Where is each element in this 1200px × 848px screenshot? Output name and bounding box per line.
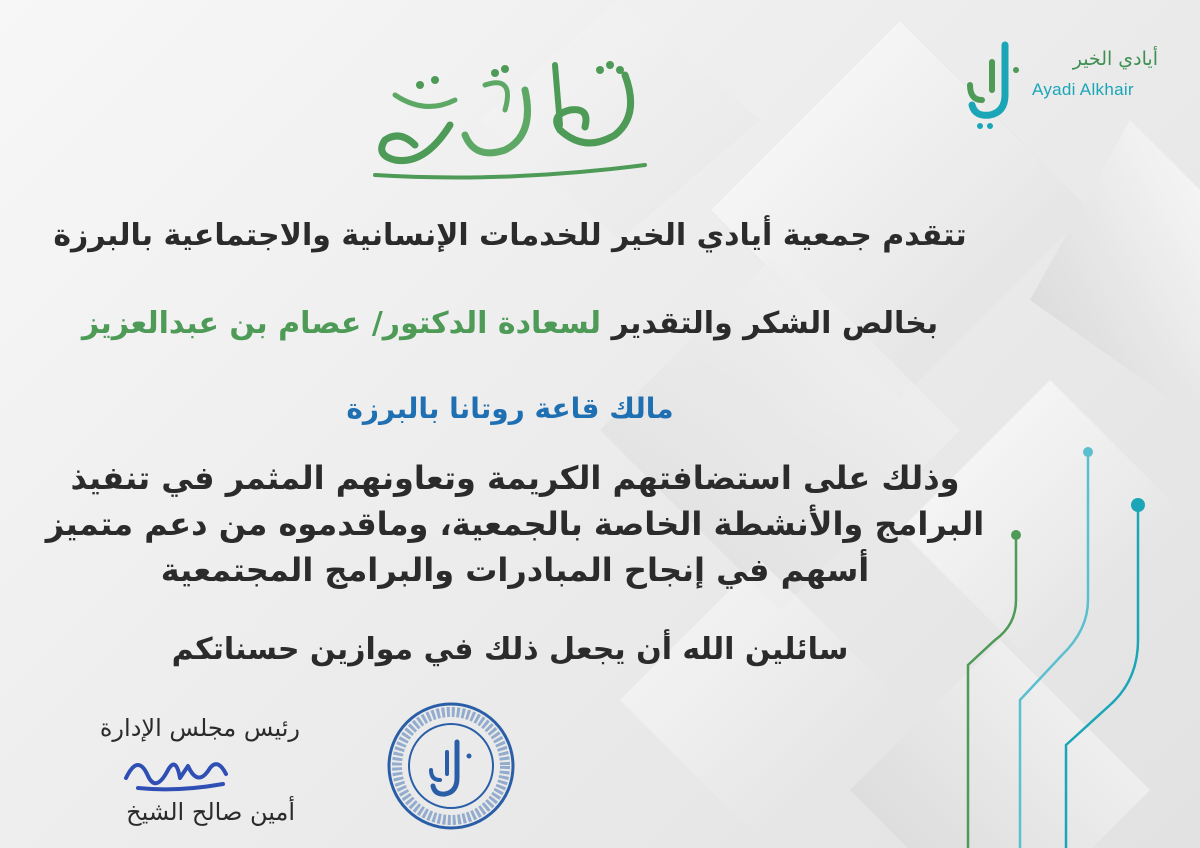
body-line: أسهم في إنجاح المبادرات والبرامج المجتمعية [160,551,870,589]
recipient-name: لسعادة الدكتور/ عصام بن عبدالعزيز [81,306,601,341]
signatory-name: أمين صالح الشيخ [126,798,295,826]
title-calligraphy [355,55,665,190]
body-line: البرامج والأنشطة الخاصة بالجمعية، وماقدموه من دعم متميز [45,505,985,543]
title-calligraphy-icon [355,55,665,190]
organization-logo [960,40,1170,130]
body-line: وذلك على استضافتهم الكريمة وتعاونهم المثمر في تنفيذ [70,459,960,497]
recipient-role: مالك قاعة روتانا بالبرزة [346,392,674,425]
official-stamp [385,700,517,832]
thanks-prefix: بخالص الشكر والتقدير [611,306,939,341]
logo-mark-icon [960,40,1030,130]
closing-line: سائلين الله أن يجعل ذلك في موازين حسناتكم [171,632,849,667]
thanks-line [30,306,990,341]
signatory-title: رئيس مجلس الإدارة [99,714,300,742]
logo-english-text: Ayadi Alkhair [1032,80,1134,99]
intro-line: تتقدم جمعية أيادي الخير للخدمات الإنسانية والاجتماعية بالبرزة [53,218,967,253]
handwritten-signature [118,748,233,796]
logo-arabic-text: أيادي الخير [1072,48,1158,70]
body-paragraph [20,455,1010,593]
